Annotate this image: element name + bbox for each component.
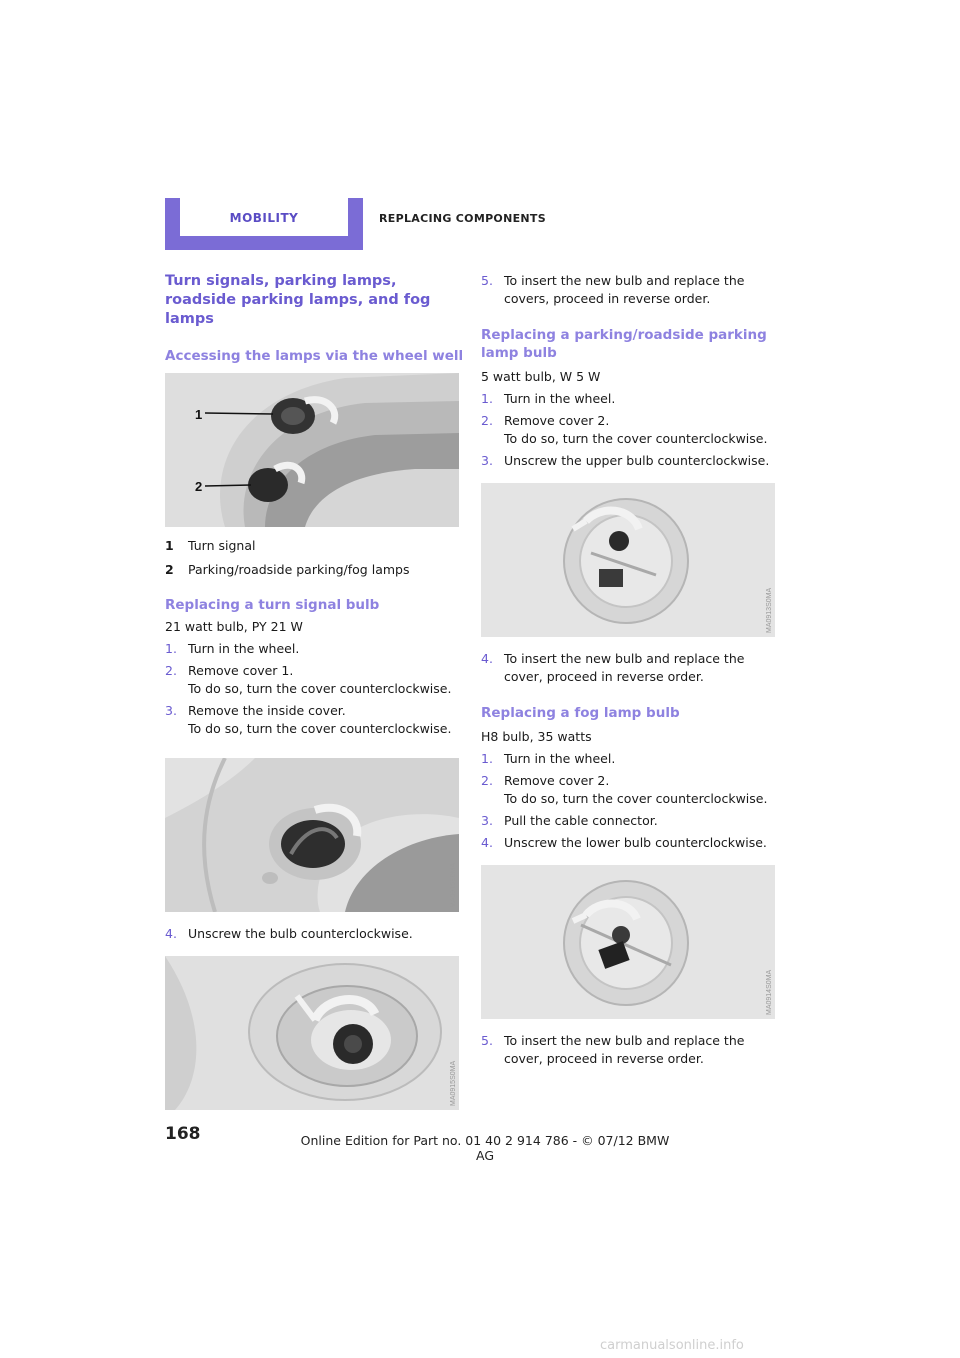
page-number: 168: [165, 1124, 201, 1144]
legend-text: Turn signal: [188, 538, 256, 553]
turn-bulb-spec: 21 watt bulb, PY 21 W: [165, 619, 303, 634]
legend-number: 1: [165, 538, 174, 553]
step-text: Remove the inside cover.: [188, 703, 346, 718]
step-number: 1.: [481, 751, 493, 766]
step-number: 5.: [481, 273, 493, 288]
step-number: 3.: [481, 813, 493, 828]
left-column: [165, 272, 465, 1110]
unscrew-bulb-illustration: [165, 956, 459, 1110]
step-text: To insert the new bulb and replace the covers, proceed in reverse order.: [504, 273, 745, 306]
legend-item: [165, 537, 465, 555]
section-tab: [165, 198, 363, 250]
upper-bulb-illustration: [481, 483, 775, 637]
right-column: [481, 272, 781, 1068]
step-subtext: To do so, turn the cover counterclockwise.: [188, 681, 452, 696]
step-text: Turn in the wheel.: [188, 641, 300, 656]
step-number: 3.: [165, 703, 177, 718]
fog-bulb-spec: H8 bulb, 35 watts: [481, 729, 592, 744]
figure-code: MA0914S0MA: [766, 969, 773, 1015]
callout-1: 1: [195, 407, 203, 422]
parking-bulb-spec: 5 watt bulb, W 5 W: [481, 369, 601, 384]
figure-unscrew-bulb: [165, 956, 459, 1110]
legend-text: Parking/roadside parking/fog lamps: [188, 562, 410, 577]
step-text: Turn in the wheel.: [504, 391, 616, 406]
figure-upper-bulb: [481, 483, 775, 637]
legend-number: 2: [165, 562, 174, 577]
wheel-well-illustration: [165, 373, 459, 527]
subheading-access: Accessing the lamps via the wheel well: [165, 348, 464, 364]
step-number: 3.: [481, 453, 493, 468]
figure-code: MA0916S0MA: [450, 862, 457, 908]
figure-code: MA0915S0MA: [450, 1060, 457, 1106]
step-item: [481, 452, 781, 470]
chapter-title: REPLACING COMPONENTS: [379, 212, 546, 225]
step-item: [165, 640, 465, 658]
step-number: 2.: [481, 773, 493, 788]
step-item: [481, 390, 781, 408]
section-tab-label: MOBILITY: [229, 211, 299, 225]
step-subtext: To do so, turn the cover counterclockwise.: [504, 791, 768, 806]
step-text: Remove cover 2.: [504, 413, 610, 428]
step-item: [481, 750, 781, 768]
step-text: To insert the new bulb and replace the cover, proceed in reverse order.: [504, 1033, 745, 1066]
step-item: [165, 662, 465, 698]
step-text: Remove cover 2.: [504, 773, 610, 788]
inside-cover-illustration: [165, 758, 459, 912]
step-text: Pull the cable connector.: [504, 813, 658, 828]
step-item: [481, 650, 781, 686]
step-subtext: To do so, turn the cover counterclockwise.: [504, 431, 768, 446]
step-number: 1.: [481, 391, 493, 406]
subheading-turn-signal: Replacing a turn signal bulb: [165, 597, 380, 613]
step-item: [481, 812, 781, 830]
step-text: Unscrew the bulb counterclockwise.: [188, 926, 413, 941]
step-item: [481, 412, 781, 448]
step-number: 2.: [481, 413, 493, 428]
step-item: [481, 1032, 781, 1068]
watermark: carmanualsonline.info: [600, 1338, 744, 1353]
subheading-parking: Replacing a parking/roadside parking lamp bulb: [481, 327, 767, 361]
edition-line: Online Edition for Part no. 01 40 2 914 786 - © 07/12 BMW AG: [300, 1133, 670, 1163]
legend-item: [165, 561, 465, 579]
step-subtext: To do so, turn the cover counterclockwise.: [188, 721, 452, 736]
figure-inside-cover: [165, 758, 459, 912]
step-text: To insert the new bulb and replace the cover, proceed in reverse order.: [504, 651, 745, 684]
step-text: Turn in the wheel.: [504, 751, 616, 766]
step-number: 1.: [165, 641, 177, 656]
figure-code: MA0913S0MA: [766, 587, 773, 633]
step-item: [165, 702, 465, 738]
step-item: [481, 272, 781, 308]
step-text: Unscrew the lower bulb counterclockwise.: [504, 835, 767, 850]
subheading-fog: Replacing a fog lamp bulb: [481, 705, 680, 721]
step-number: 5.: [481, 1033, 493, 1048]
step-item: [165, 925, 465, 943]
lower-bulb-illustration: [481, 865, 775, 1019]
section-heading: Turn signals, parking lamps, roadside parking lamps, and fog lamps: [165, 273, 431, 327]
step-text: Unscrew the upper bulb counterclockwise.: [504, 453, 770, 468]
step-number: 4.: [165, 926, 177, 941]
step-item: [481, 834, 781, 852]
step-number: 4.: [481, 835, 493, 850]
step-number: 4.: [481, 651, 493, 666]
figure-wheel-well: [165, 373, 459, 527]
step-item: [481, 772, 781, 808]
step-number: 2.: [165, 663, 177, 678]
figure-lower-bulb: [481, 865, 775, 1019]
step-text: Remove cover 1.: [188, 663, 294, 678]
callout-2: 2: [195, 479, 203, 494]
